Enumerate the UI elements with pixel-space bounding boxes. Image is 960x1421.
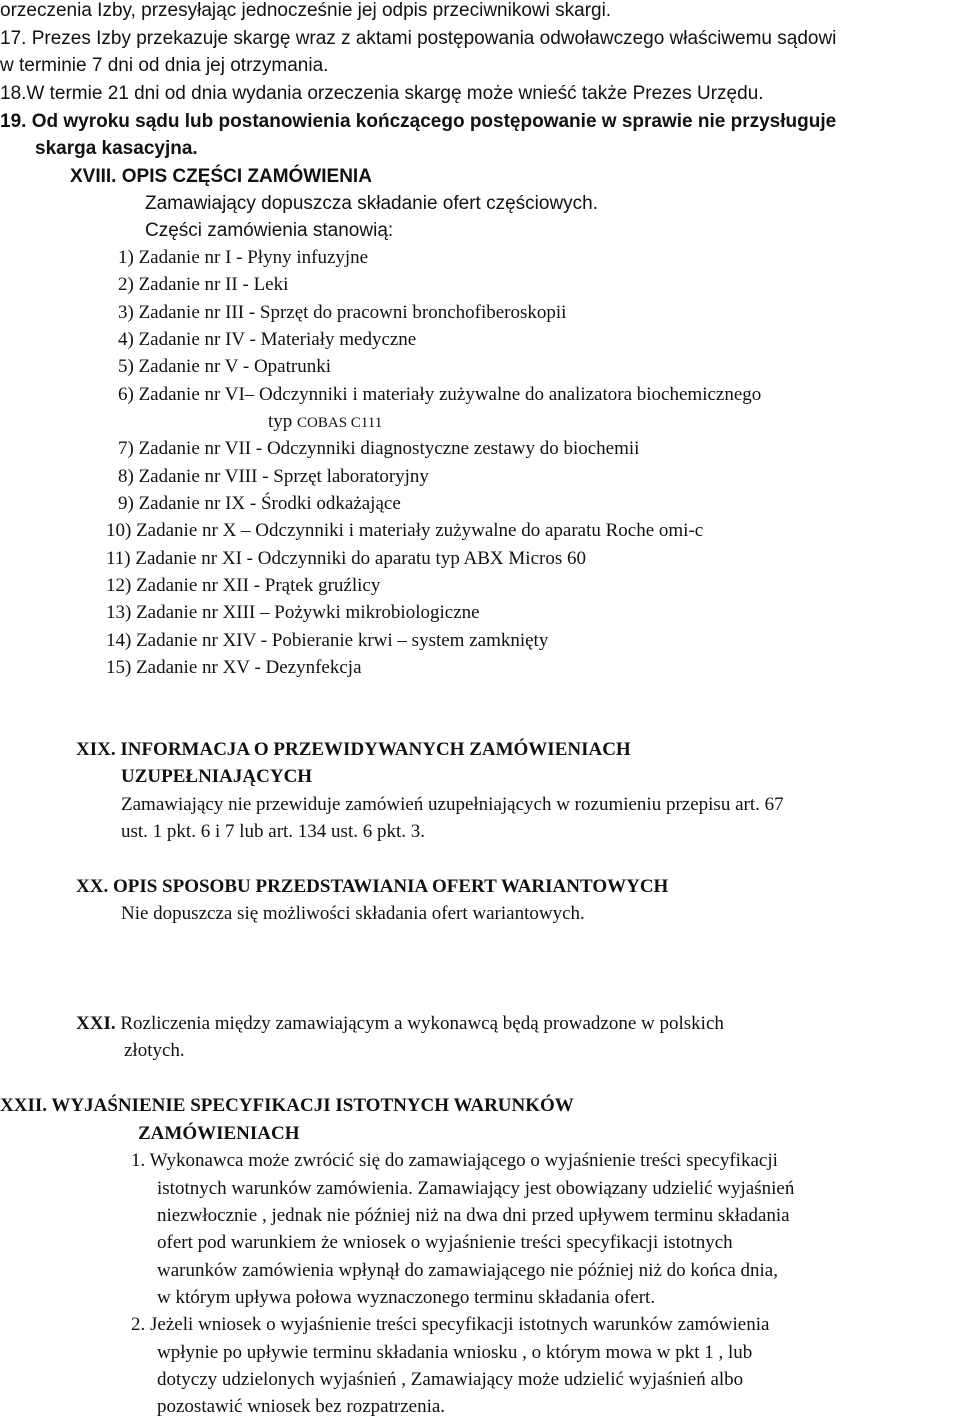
paragraph: Nie dopuszcza się możliwości składania ofert wariantowych.: [121, 903, 585, 924]
text-line: w terminie 7 dni od dnia jej otrzymania.: [0, 55, 329, 76]
paragraph: Zamawiający nie przewiduje zamówień uzupełniających w rozumieniu przepisu art. 67: [121, 794, 784, 815]
list-item: 12) Zadanie nr XII - Prątek gruźlicy: [106, 575, 381, 596]
section-heading: XVIII. OPIS CZĘŚCI ZAMÓWIENIA: [70, 166, 372, 187]
list-item-continuation: typ COBAS C111: [268, 411, 383, 432]
paragraph: dotyczy udzielonych wyjaśnień , Zamawiający może udzielić wyjaśnień albo: [157, 1369, 744, 1390]
paragraph: 1. Wykonawca może zwrócić się do zamawiającego o wyjaśnienie treści specyfikacji: [131, 1150, 778, 1171]
list-item: 7) Zadanie nr VII - Odczynniki diagnostyczne zestawy do biochemii: [118, 438, 640, 459]
list-item: 10) Zadanie nr X – Odczynniki i materiały zużywalne do aparatu Roche omi-c: [106, 520, 704, 541]
paragraph: wpłynie po upływie terminu składania wniosku , o którym mowa w pkt 1 , lub: [157, 1342, 753, 1363]
list-item: 15) Zadanie nr XV - Dezynfekcja: [106, 657, 362, 678]
list-item: 14) Zadanie nr XIV - Pobieranie krwi – system zamknięty: [106, 630, 549, 651]
paragraph: XXI. Rozliczenia między zamawiającym a wykonawcą będą prowadzone w polskich: [76, 1013, 724, 1034]
list-item: 2) Zadanie nr II - Leki: [118, 274, 289, 295]
text-line: orzeczenia Izby, przesyłając jednocześnie jej odpis przeciwnikowi skargi.: [0, 0, 612, 21]
list-item: 8) Zadanie nr VIII - Sprzęt laboratoryjny: [118, 466, 429, 487]
section-heading: XIX. INFORMACJA O PRZEWIDYWANYCH ZAMÓWIENIACH: [76, 739, 631, 760]
section-heading: XX. OPIS SPOSOBU PRZEDSTAWIANIA OFERT WARIANTOWYCH: [76, 876, 669, 897]
section-number: XXI.: [76, 1013, 116, 1034]
paragraph: pozostawić wniosek bez rozpatrzenia.: [157, 1396, 446, 1417]
text-line: 19. Od wyroku sądu lub postanowienia kończącego postępowanie w sprawie nie przysługuje: [0, 111, 837, 132]
paragraph: Zamawiający dopuszcza składanie ofert częściowych.: [145, 193, 599, 214]
paragraph: 2. Jeżeli wniosek o wyjaśnienie treści specyfikacji istotnych warunków zamówienia: [131, 1314, 770, 1335]
text-line: 17. Prezes Izby przekazuje skargę wraz z aktami postępowania odwoławczego właściwemu sądowi: [0, 28, 837, 49]
list-item: 3) Zadanie nr III - Sprzęt do pracowni bronchofiberoskopii: [118, 302, 567, 323]
paragraph: ofert pod warunkiem że wniosek o wyjaśnienie treści specyfikacji istotnych: [157, 1232, 733, 1253]
list-item: 6) Zadanie nr VI– Odczynniki i materiały zużywalne do analizatora biochemicznego: [118, 384, 762, 405]
text-line: 18.W termie 21 dni od dnia wydania orzeczenia skargę może wnieść także Prezes Urzędu.: [0, 83, 764, 104]
paragraph: niezwłocznie , jednak nie później niż na dwa dni przed upływem terminu składania: [157, 1205, 790, 1226]
paragraph: Części zamówienia stanowią:: [145, 220, 394, 241]
paragraph: w którym upływa połowa wyznaczonego terminu składania ofert.: [157, 1287, 656, 1308]
paragraph: złotych.: [124, 1040, 185, 1061]
paragraph: istotnych warunków zamówienia. Zamawiający jest obowiązany udzielić wyjaśnień: [157, 1178, 795, 1199]
list-item: 11) Zadanie nr XI - Odczynniki do aparatu typ ABX Micros 60: [106, 548, 586, 569]
text-line: skarga kasacyjna.: [35, 138, 198, 159]
list-item: 4) Zadanie nr IV - Materiały medyczne: [118, 329, 417, 350]
paragraph: warunków zamówienia wpłynął do zamawiającego nie później niż do końca dnia,: [157, 1260, 778, 1281]
section-heading: XXII. WYJAŚNIENIE SPECYFIKACJI ISTOTNYCH WARUNKÓW: [0, 1095, 574, 1116]
list-item: 9) Zadanie nr IX - Środki odkażające: [118, 493, 401, 514]
section-heading: UZUPEŁNIAJĄCYCH: [121, 766, 313, 787]
paragraph: ust. 1 pkt. 6 i 7 lub art. 134 ust. 6 pkt. 3.: [121, 821, 425, 842]
list-item: 1) Zadanie nr I - Płyny infuzyjne: [118, 247, 369, 268]
section-heading: ZAMÓWIENIACH: [138, 1123, 300, 1144]
list-item: 5) Zadanie nr V - Opatrunki: [118, 356, 331, 377]
list-item: 13) Zadanie nr XIII – Pożywki mikrobiologiczne: [106, 602, 480, 623]
